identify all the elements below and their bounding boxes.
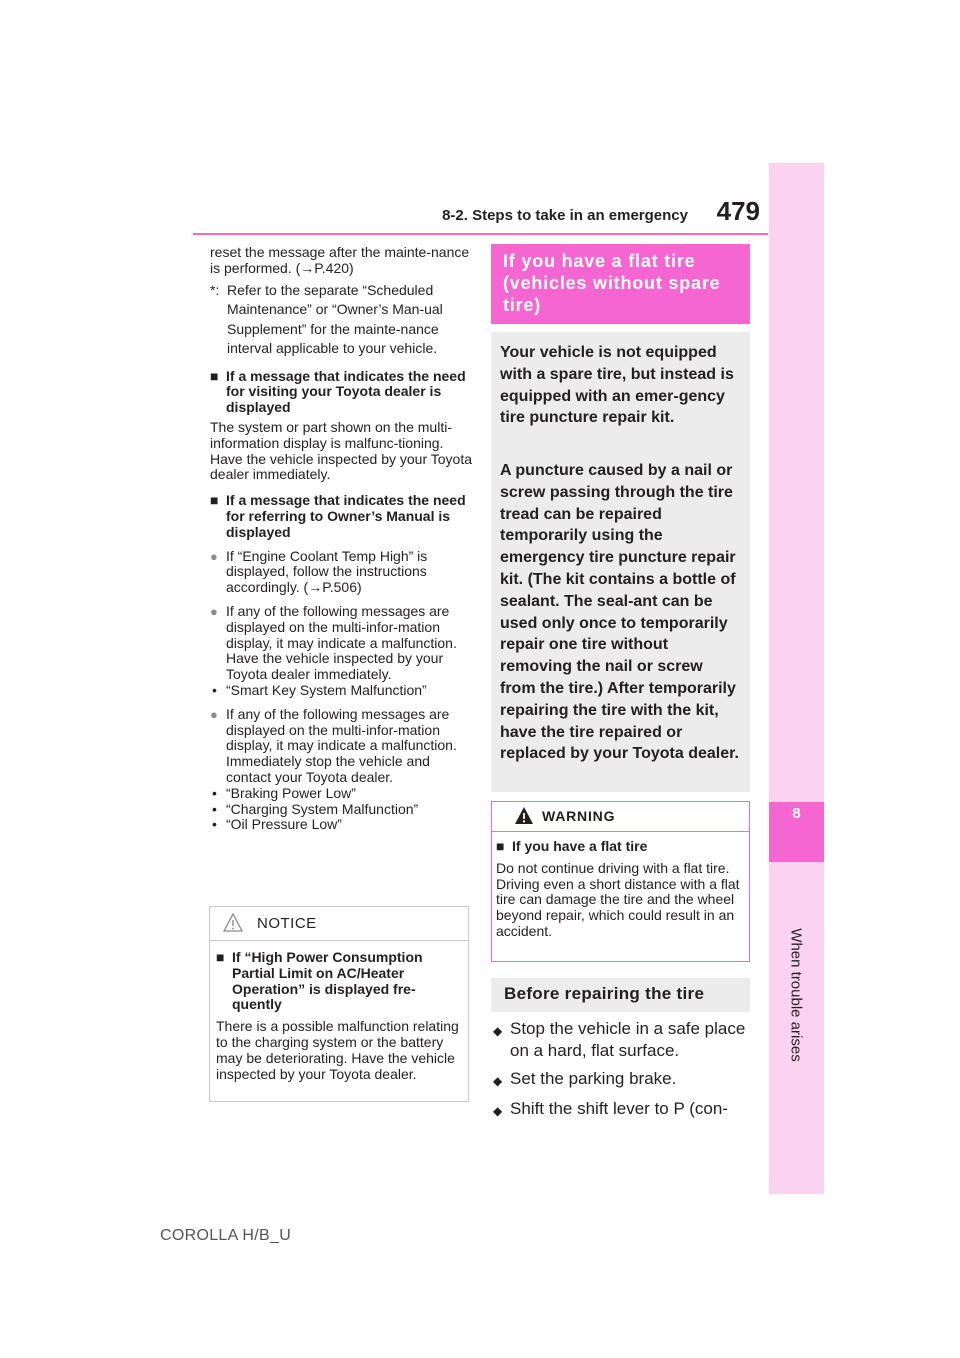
warning-title: WARNING xyxy=(542,808,616,824)
circle-bullet-icon: ● xyxy=(210,603,218,619)
before-repair-heading-box xyxy=(491,978,750,1012)
step-item: ◆ Stop the vehicle in a safe place on a hard, flat surface. xyxy=(493,1019,746,1060)
summary-paragraph: A puncture caused by a nail or screw passing through the tire tread can be repaired temporarily using the emergency tire puncture repair kit. (The kit contains a bottle of sealant. The seal-ant can be used only once to temporarily repair one tire without removing the nail or screw from the tire.) After temporarily repairing the tire with the kit, have the tire repaired or replaced by your Toyota dealer. xyxy=(500,462,739,763)
warning-header xyxy=(492,802,749,832)
section-text: The system or part shown on the multi-information display is malfunc-tioning. Have the vehicle inspected by your Toyota dealer immediately. xyxy=(210,418,473,483)
notice-title: NOTICE xyxy=(257,915,317,932)
caution-triangle-icon xyxy=(223,913,243,932)
notice-text: There is a possible malfunction relating to the charging system or the battery may be deteriorating. Have the vehicle inspected by your Toyota dealer. xyxy=(216,1018,459,1082)
section-title: 8-2. Steps to take in an emergency xyxy=(442,207,688,224)
header-divider xyxy=(193,233,768,235)
diamond-bullet-icon: ◆ xyxy=(493,1024,503,1038)
section-heading: ■ If a message that indicates the need for visiting your Toyota dealer is displayed xyxy=(210,367,466,416)
footnote xyxy=(210,281,472,359)
chapter-number: 8 xyxy=(769,802,824,862)
warning-triangle-icon xyxy=(514,806,534,825)
diamond-bullet-icon: ◆ xyxy=(493,1104,503,1118)
message-item: • “Smart Key System Malfunction” xyxy=(212,681,427,698)
preparation-steps xyxy=(493,1018,763,1128)
model-footer: COROLLA H/B_U xyxy=(160,1227,292,1244)
before-repair-heading: Before repairing the tire xyxy=(504,984,705,1003)
notice-body xyxy=(210,950,468,1082)
warning-text: Do not continue driving with a flat tire. Driving even a short distance with a flat tire can damage the tire and the wheel beyond repair, which could result in an accident. xyxy=(496,859,740,939)
step-item: ◆ Shift the shift lever to P (con- xyxy=(493,1098,763,1122)
bullet-item: ● If any of the following messages are displayed on the multi-infor-mation display, it may indicate a malfunction. Immediately stop the vehicle and contact your Toyota dealer. xyxy=(210,705,457,785)
warning-body xyxy=(492,839,749,940)
chapter-label: When trouble arises xyxy=(787,928,805,1062)
step-item: ◆ Set the parking brake. xyxy=(493,1068,763,1092)
notice-header xyxy=(210,907,468,941)
summary-paragraph: Your vehicle is not equipped with a spare tire, but instead is equipped with an emer-gency tire puncture repair kit. xyxy=(500,344,734,427)
square-bullet-icon: ■ xyxy=(216,949,225,965)
intro-text: reset the message after the mainte-nance is performed. (→P.420) xyxy=(210,244,470,276)
diamond-bullet-icon: ◆ xyxy=(493,1074,503,1088)
warning-box xyxy=(491,801,750,962)
bullet-item: ● If “Engine Coolant Temp High” is displayed, follow the instructions accordingly. (→P.506) xyxy=(210,547,428,596)
circle-bullet-icon: ● xyxy=(210,548,218,564)
warning-heading: ■ If you have a flat tire xyxy=(496,838,648,854)
notice-heading: ■ If “High Power Consumption Partial Limit on AC/Heater Operation” is displayed fre-quently xyxy=(216,949,423,1013)
summary-box xyxy=(491,332,750,792)
section-heading: ■ If a message that indicates the need for referring to Owner’s Manual is displayed xyxy=(210,492,466,540)
message-item: • “Charging System Malfunction” xyxy=(212,800,419,817)
message-item: • “Oil Pressure Low” xyxy=(212,816,342,833)
circle-bullet-icon: ● xyxy=(210,706,218,722)
left-column xyxy=(210,245,472,833)
square-bullet-icon: ■ xyxy=(210,367,219,384)
footnote-mark: *: xyxy=(210,281,220,298)
notice-box xyxy=(209,906,469,1102)
flat-tire-heading: If you have a flat tire (vehicles without spare tire) xyxy=(503,251,721,315)
flat-tire-heading-box xyxy=(491,244,750,324)
bullet-item: ● If any of the following messages are displayed on the multi-infor-mation display, it may indicate a malfunction. Have the vehicle inspected by your Toyota dealer immediately. xyxy=(210,602,457,683)
page-number: 479 xyxy=(716,196,760,226)
footnote-text: Refer to the separate “Scheduled Maintenance” or “Owner’s Man-ual Supplement” for the mainte-nance interval applicable to your vehicle. xyxy=(227,281,443,357)
message-item: • “Braking Power Low” xyxy=(212,784,356,801)
square-bullet-icon: ■ xyxy=(210,492,219,509)
square-bullet-icon: ■ xyxy=(496,838,505,854)
